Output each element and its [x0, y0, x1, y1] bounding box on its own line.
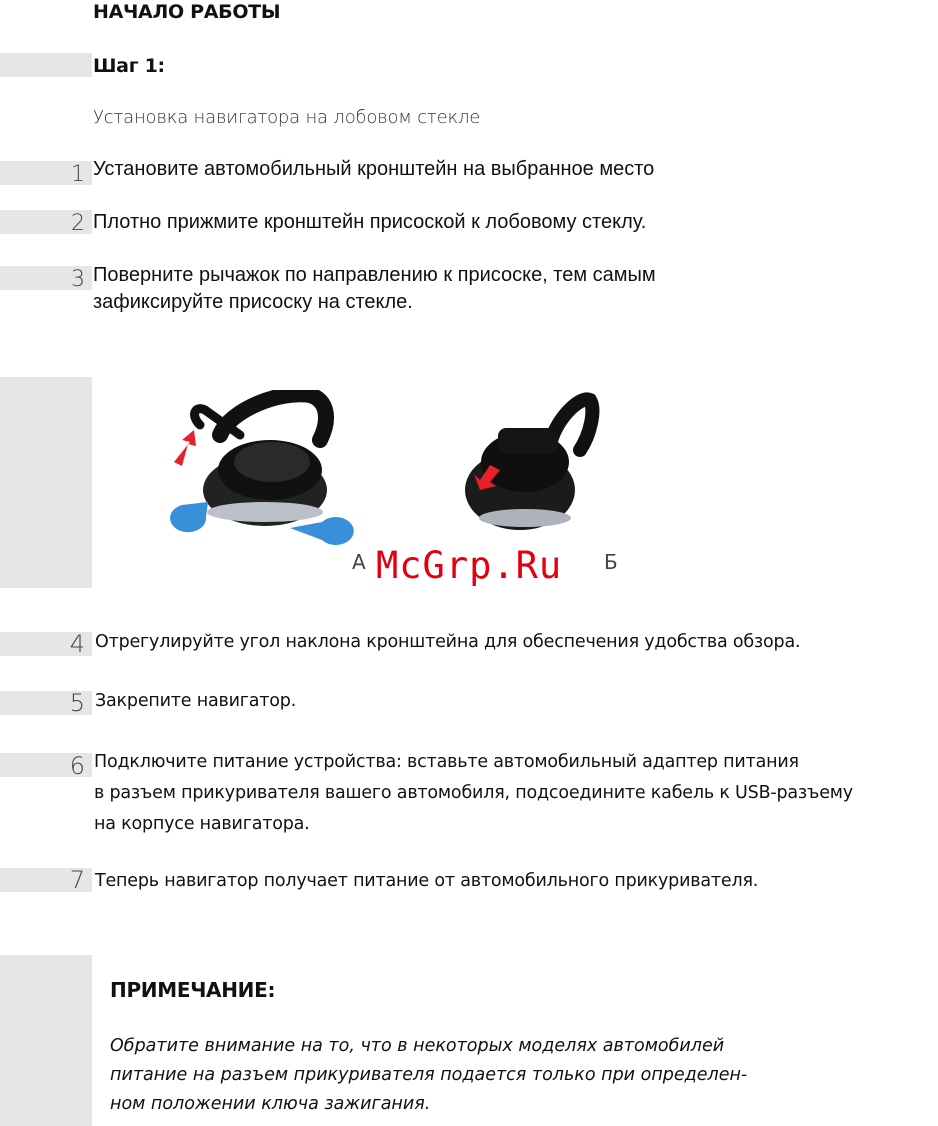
- step-text: [95, 686, 296, 717]
- step-text: [95, 866, 758, 897]
- step-text-line: Закрепите навигатор.: [95, 691, 297, 711]
- figure-label-a: А: [352, 550, 366, 574]
- step-text-line: зафиксируйте присоску на стекле.: [93, 291, 413, 313]
- step-text-line: Установите автомобильный кронштейн на выбранное место: [93, 158, 655, 180]
- arrow-icon: [174, 430, 196, 466]
- step-number: 6: [69, 752, 85, 780]
- note-text-line: ном положении ключа зажигания.: [110, 1094, 431, 1114]
- step-text: [93, 156, 654, 183]
- drop-icon: [290, 517, 354, 545]
- step-text-line: Отрегулируйте угол наклона кронштейна для обеспечения удобства обзора.: [95, 632, 801, 652]
- step-heading: Шаг 1:: [93, 55, 165, 77]
- note-text: [110, 1032, 870, 1119]
- step-text: [93, 209, 646, 236]
- step-number: 5: [69, 689, 85, 717]
- step-text-line: Плотно прижмите кронштейн присоской к лобовому стеклу.: [93, 211, 647, 233]
- step-number: 7: [69, 866, 85, 894]
- figure-side-box: [0, 377, 92, 588]
- page-title: НАЧАЛО РАБОТЫ: [93, 1, 281, 23]
- step-text-line: Теперь навигатор получает питание от автомобильного прикуривателя.: [95, 871, 759, 891]
- section-subtitle: Установка навигатора на лобовом стекле: [93, 107, 481, 128]
- mount-b-image: [465, 399, 592, 530]
- note-text-line: питание на разъем прикуривателя подается только при определен-: [110, 1065, 748, 1085]
- note-side-box: [0, 955, 92, 1126]
- step-text: [94, 747, 853, 840]
- drop-icon: [170, 502, 208, 532]
- step-text-line: Поверните рычажок по направлению к присоске, тем самым: [93, 264, 656, 286]
- step-text-line: в разъем прикуривателя вашего автомобиля, подсоедините кабель к USB-разъему: [94, 783, 853, 803]
- step-text-line: на корпусе навигатора.: [94, 814, 310, 834]
- step-text: [93, 262, 656, 316]
- note-title: ПРИМЕЧАНИЕ:: [110, 978, 276, 1002]
- step-heading-bar: [0, 53, 92, 77]
- mount-a-image: [170, 394, 354, 545]
- step-number: 1: [71, 162, 85, 187]
- step-text-line: Подключите питание устройства: вставьте автомобильный адаптер питания: [94, 752, 799, 772]
- note-text-line: Обратите внимание на то, что в некоторых моделях автомобилей: [110, 1036, 725, 1056]
- step-number: 3: [71, 267, 85, 292]
- figure-label-b: Б: [604, 550, 618, 574]
- watermark-logo: McGrp.Ru: [376, 544, 563, 587]
- step-text: [95, 627, 800, 658]
- step-number: 4: [69, 630, 85, 658]
- step-number: 2: [71, 211, 85, 236]
